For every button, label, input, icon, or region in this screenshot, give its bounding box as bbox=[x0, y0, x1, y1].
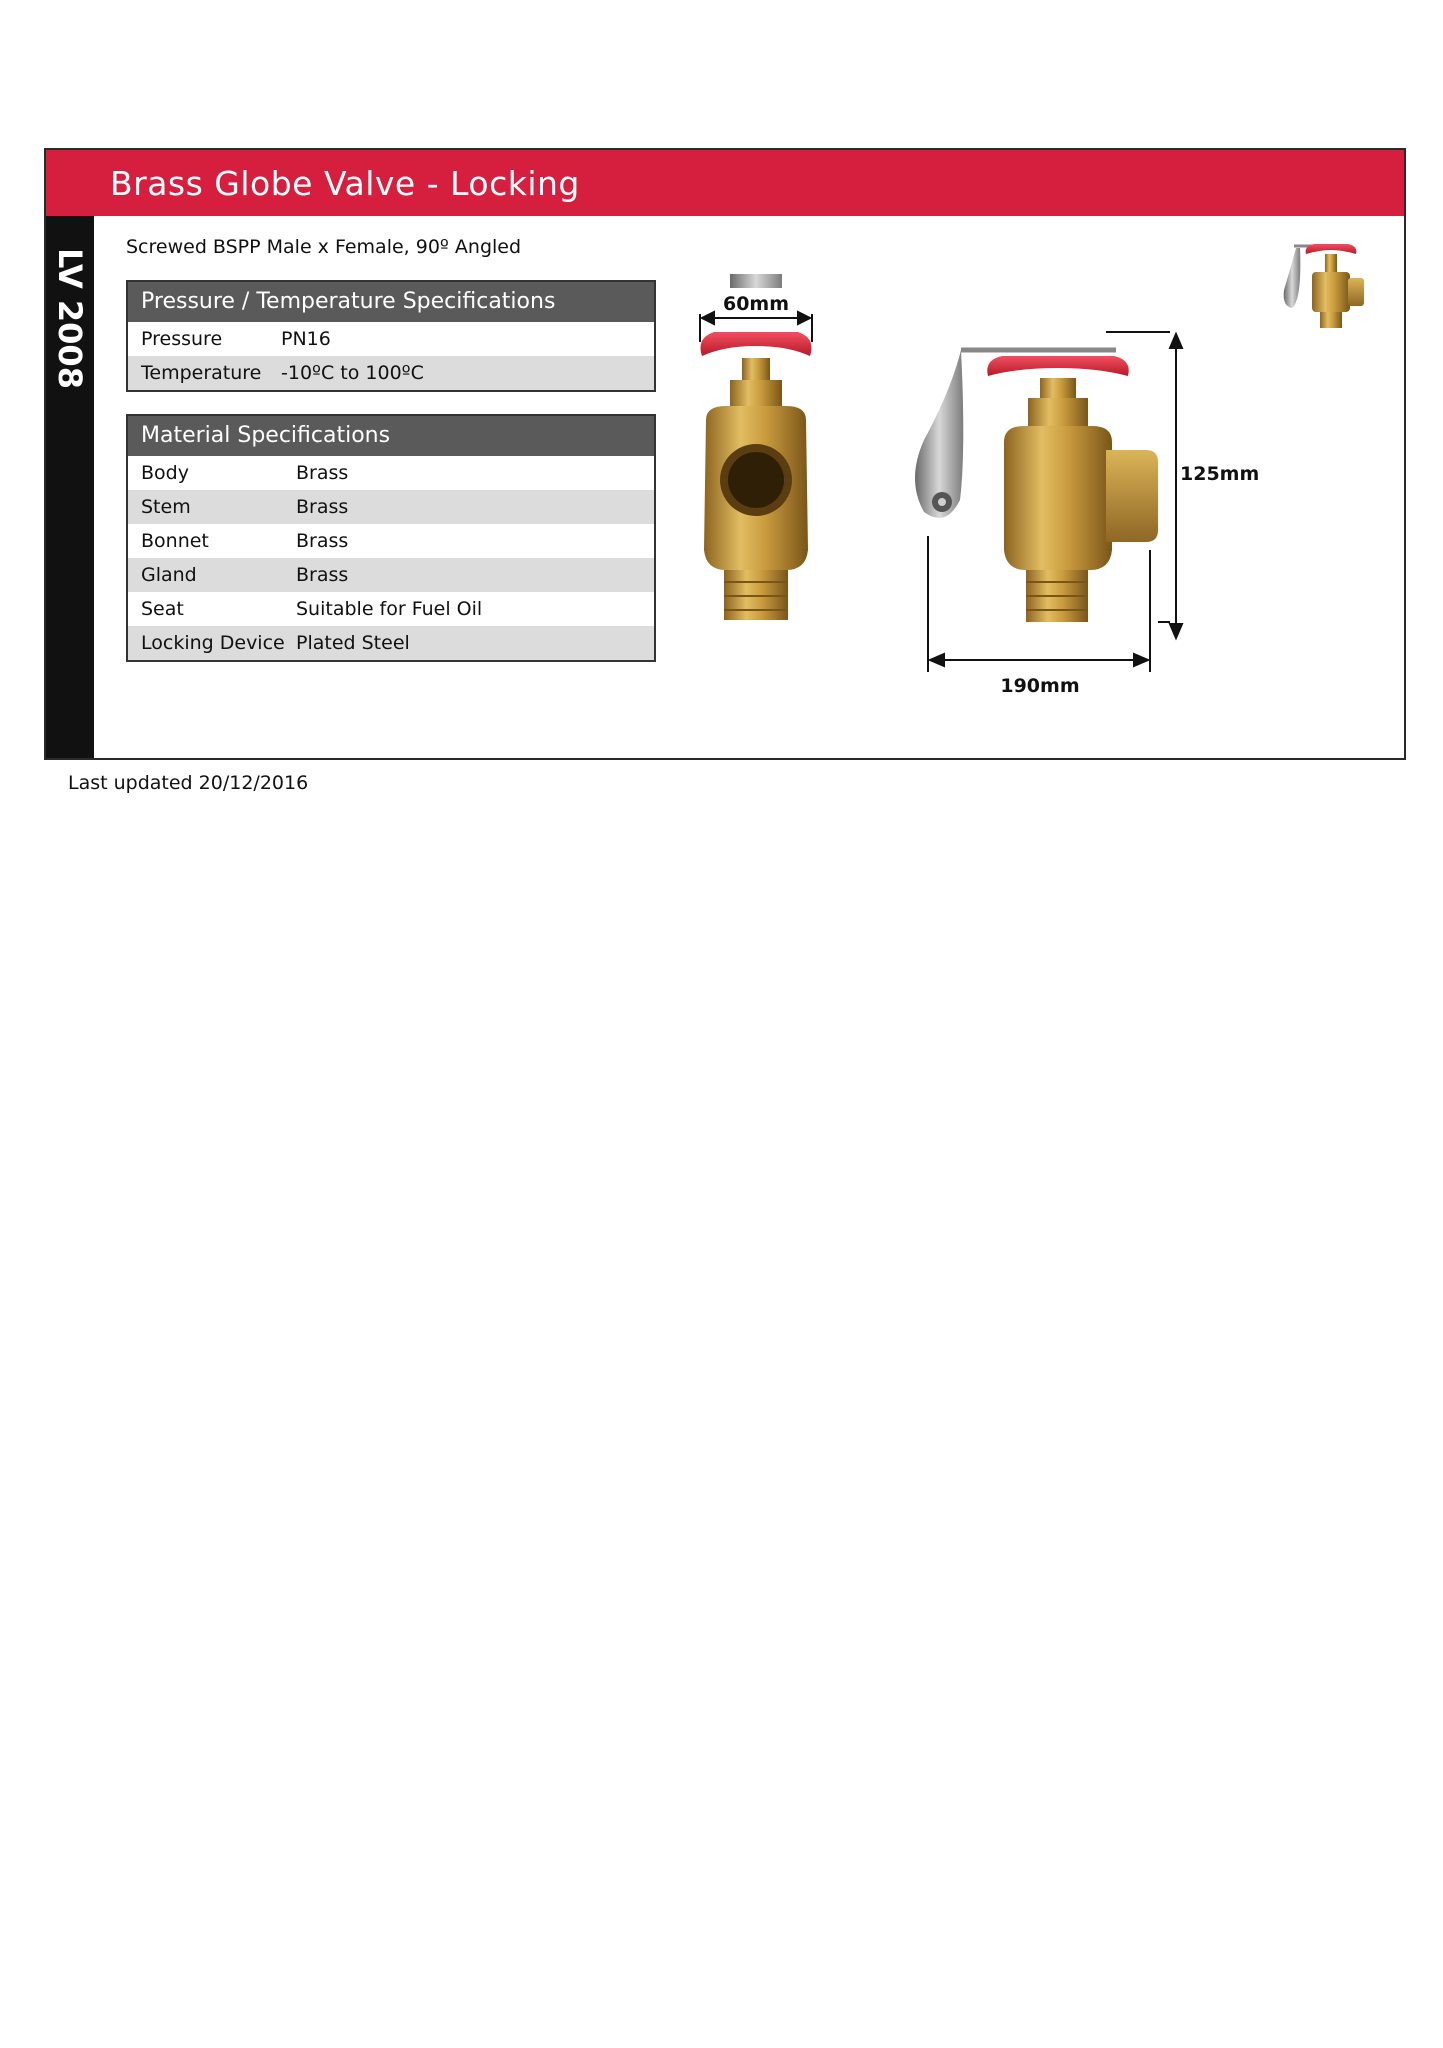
valve-drawings bbox=[46, 150, 1404, 758]
row-label: Bonnet bbox=[141, 530, 209, 552]
product-sheet bbox=[44, 148, 1406, 760]
last-updated: Last updated 20/12/2016 bbox=[68, 772, 309, 794]
row-label: Gland bbox=[141, 564, 197, 586]
dimension-label-width-side: 190mm bbox=[1000, 675, 1080, 697]
row-value: Suitable for Fuel Oil bbox=[296, 598, 483, 620]
row-label: Locking Device bbox=[141, 632, 285, 654]
page-title: Brass Globe Valve - Locking bbox=[110, 164, 580, 203]
dimension-label-width-front: 60mm bbox=[722, 293, 790, 315]
valve-thumbnail bbox=[1284, 244, 1364, 328]
row-value: Brass bbox=[296, 462, 349, 484]
dimension-label-height: 125mm bbox=[1180, 463, 1260, 485]
row-label: Stem bbox=[141, 496, 191, 518]
row-value: Plated Steel bbox=[296, 632, 410, 654]
table-heading: Pressure / Temperature Specifications bbox=[128, 282, 654, 322]
row-label: Seat bbox=[141, 598, 184, 620]
row-label: Pressure bbox=[141, 328, 223, 350]
row-value: Brass bbox=[296, 496, 349, 518]
row-value: Brass bbox=[296, 530, 349, 552]
row-value: -10ºC to 100ºC bbox=[281, 362, 424, 384]
row-label: Body bbox=[141, 462, 189, 484]
product-subtitle: Screwed BSPP Male x Female, 90º Angled bbox=[126, 236, 522, 258]
row-label: Temperature bbox=[141, 362, 262, 384]
row-value: PN16 bbox=[281, 328, 331, 350]
table-heading: Material Specifications bbox=[128, 416, 654, 456]
row-value: Brass bbox=[296, 564, 349, 586]
valve-front-view bbox=[701, 274, 812, 620]
valve-side-view bbox=[915, 350, 1158, 622]
product-code: LV 2008 bbox=[51, 248, 89, 389]
